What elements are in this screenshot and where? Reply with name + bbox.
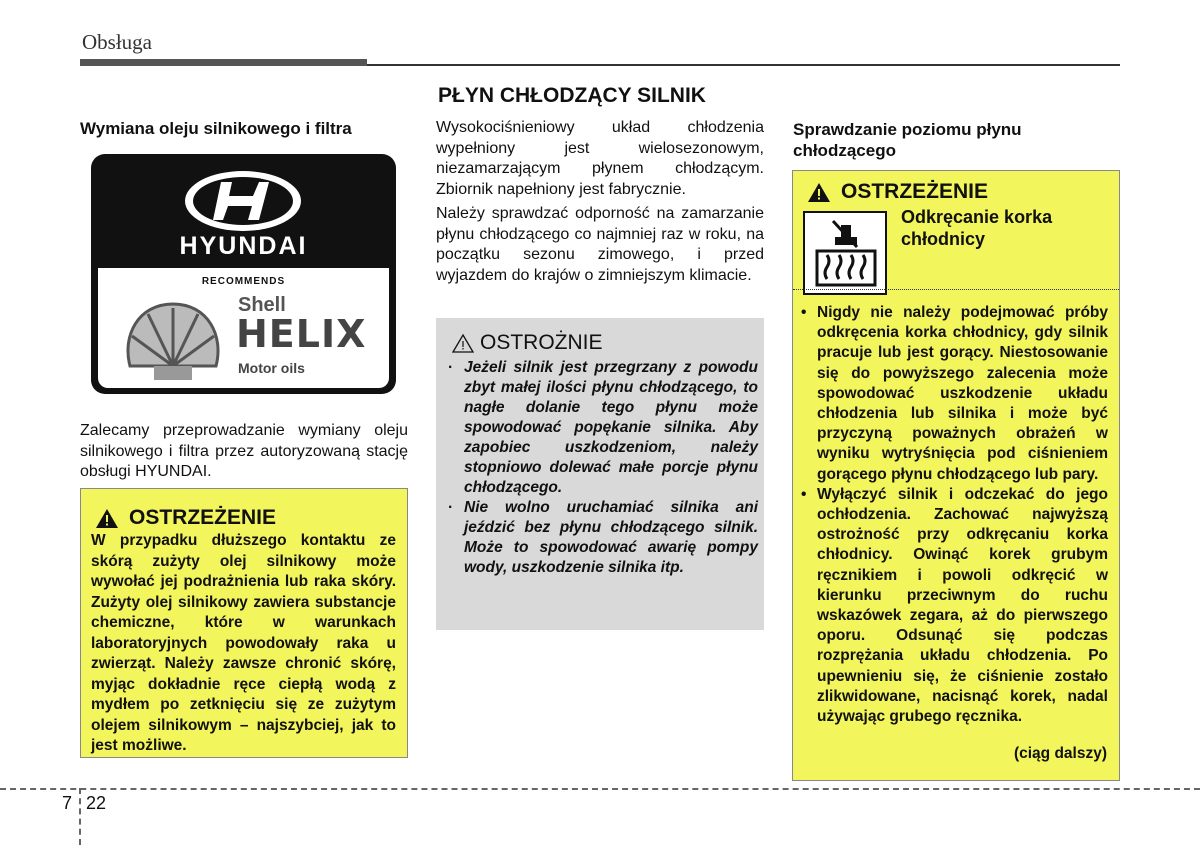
helix-wordmark: HELIX <box>236 312 367 356</box>
shell-wordmark: Shell <box>238 294 286 316</box>
continued-label: (ciąg dalszy) <box>1013 745 1107 762</box>
caution-triangle-icon <box>452 333 474 353</box>
oil-warning-title-text: OSTRZEŻENIE <box>129 506 277 529</box>
oil-change-heading: Wymiana oleju silnikowego i filtra <box>80 119 352 138</box>
caution-item: · Jeżeli silnik jest przegrzany z powodu zbyt małej ilości płynu chłodzącego, to nagłe dolanie tego płynu może spowodować popękanie silnika. Aby zapobiec uszkodzeniom, należy stopniowo dolewać małe porcje płynu chłodzącego. <box>436 358 758 498</box>
coolant-intro <box>436 118 764 286</box>
oil-warning-body: W przypadku dłuższego kontaktu ze skórą zużyty olej silnikowy może wywołać jej podrażnienia lub raka skóry. Zużyty olej silnikowy zawiera substancje chemiczne, które w warunkach laboratoryjnych powodowały raka u zwierząt. Należy zawsze chronić skórę, myjąc dokładnie ręce ciepłą wodą z mydłem po zetknięciu się ze zużytym olejem silnikowym – najszybciej, jak to jest możliwe. <box>91 532 396 754</box>
oil-warning-box <box>80 488 408 758</box>
radiator-warning-subtitle: Odkręcanie korka chłodnicy <box>901 207 1053 249</box>
radiator-warning-title-text: OSTRZEŻENIE <box>841 180 989 203</box>
coolant-para-2: Należy sprawdzać odporność na zamarzanie płynu chłodzącego co najmniej raz w roku, na początku sezonu zimowego, i przed wyjazdem do krajów o zimniejszym klimacie. <box>436 205 764 284</box>
shell-pecten-icon <box>118 296 228 386</box>
warning-triangle-icon <box>95 507 119 529</box>
footer-rule <box>0 788 1200 790</box>
recommends-label: RECOMMENDS <box>201 276 286 287</box>
footer-vertical-rule <box>79 788 81 845</box>
radiator-cap-icon <box>805 213 885 293</box>
motor-oils-label: Motor oils <box>238 360 305 376</box>
hot-radiator-icon <box>803 211 887 295</box>
shell-helix-panel <box>98 268 389 388</box>
coolant-level-heading: Sprawdzanie poziomu płynu chłodzącego <box>793 120 1022 160</box>
radiator-warning-title <box>807 180 988 204</box>
hyundai-wordmark: HYUNDAI <box>179 232 308 260</box>
radiator-warning-list <box>793 303 1108 727</box>
header-rule-thick <box>80 59 367 66</box>
header-rule-thin <box>367 64 1120 66</box>
coolant-para-1: Wysokociśnieniowy układ chłodzenia wypełniony jest wielosezonowym, niezamarzającym płynem chłodzącym. Zbiornik napełniony jest fabrycznie. <box>436 119 764 198</box>
coolant-section-title: PŁYN CHŁODZĄCY SILNIK <box>438 84 706 107</box>
caution-item: · Nie wolno uruchamiać silnika ani jeździć bez płynu chłodzącego silnik. Może to spowodować awarię pompy wody, uszkodzenie silnika itp. <box>436 498 758 578</box>
radiator-warning-item: • Wyłączyć silnik i odczekać do jego ochłodzenia. Zachować najwyższą ostrożność przy odkręcaniu korka chłodnicy. Owinąć korek grubym ręcznikiem i powoli odkręcić w kierunku przeciwnym do ruchu wskazówek zegara, aż do pierwszego oporu. Odsunąć się podczas rozprężania układu chłodzenia. Po upewnieniu się, że ciśnienie zostało zlikwidowane, nacisnąć korek, nadal używając grubego ręcznika. <box>793 485 1108 727</box>
oil-warning-title <box>95 506 276 530</box>
caution-title <box>452 331 603 355</box>
radiator-warning-item: • Nigdy nie należy podejmować próby odkręcenia korka chłodnicy, gdy silnik pracuje lub jest gorący. Niestosowanie się do powyższego zalecenia może spowodować uszkodzenie układu chłodzenia lub silnika i może być przyczyną poważnych obrażeń w wyniku wytryśnięcia pod ciśnieniem gorącego płynu chłodzącego lub pary. <box>793 303 1108 485</box>
page-header-title: Obsługa <box>82 30 152 54</box>
warning-divider <box>793 289 1119 290</box>
page-number: 22 <box>86 793 107 813</box>
chapter-number: 7 <box>62 793 73 813</box>
caution-list <box>436 358 758 578</box>
warning-triangle-icon <box>807 181 831 203</box>
radiator-warning-box <box>792 170 1120 781</box>
caution-title-text: OSTROŻNIE <box>480 331 603 354</box>
caution-box <box>436 318 764 630</box>
oil-change-text: Zalecamy przeprowadzanie wymiany oleju silnikowego i filtra przez autoryzowaną stację obsługi HYUNDAI. <box>80 422 408 480</box>
